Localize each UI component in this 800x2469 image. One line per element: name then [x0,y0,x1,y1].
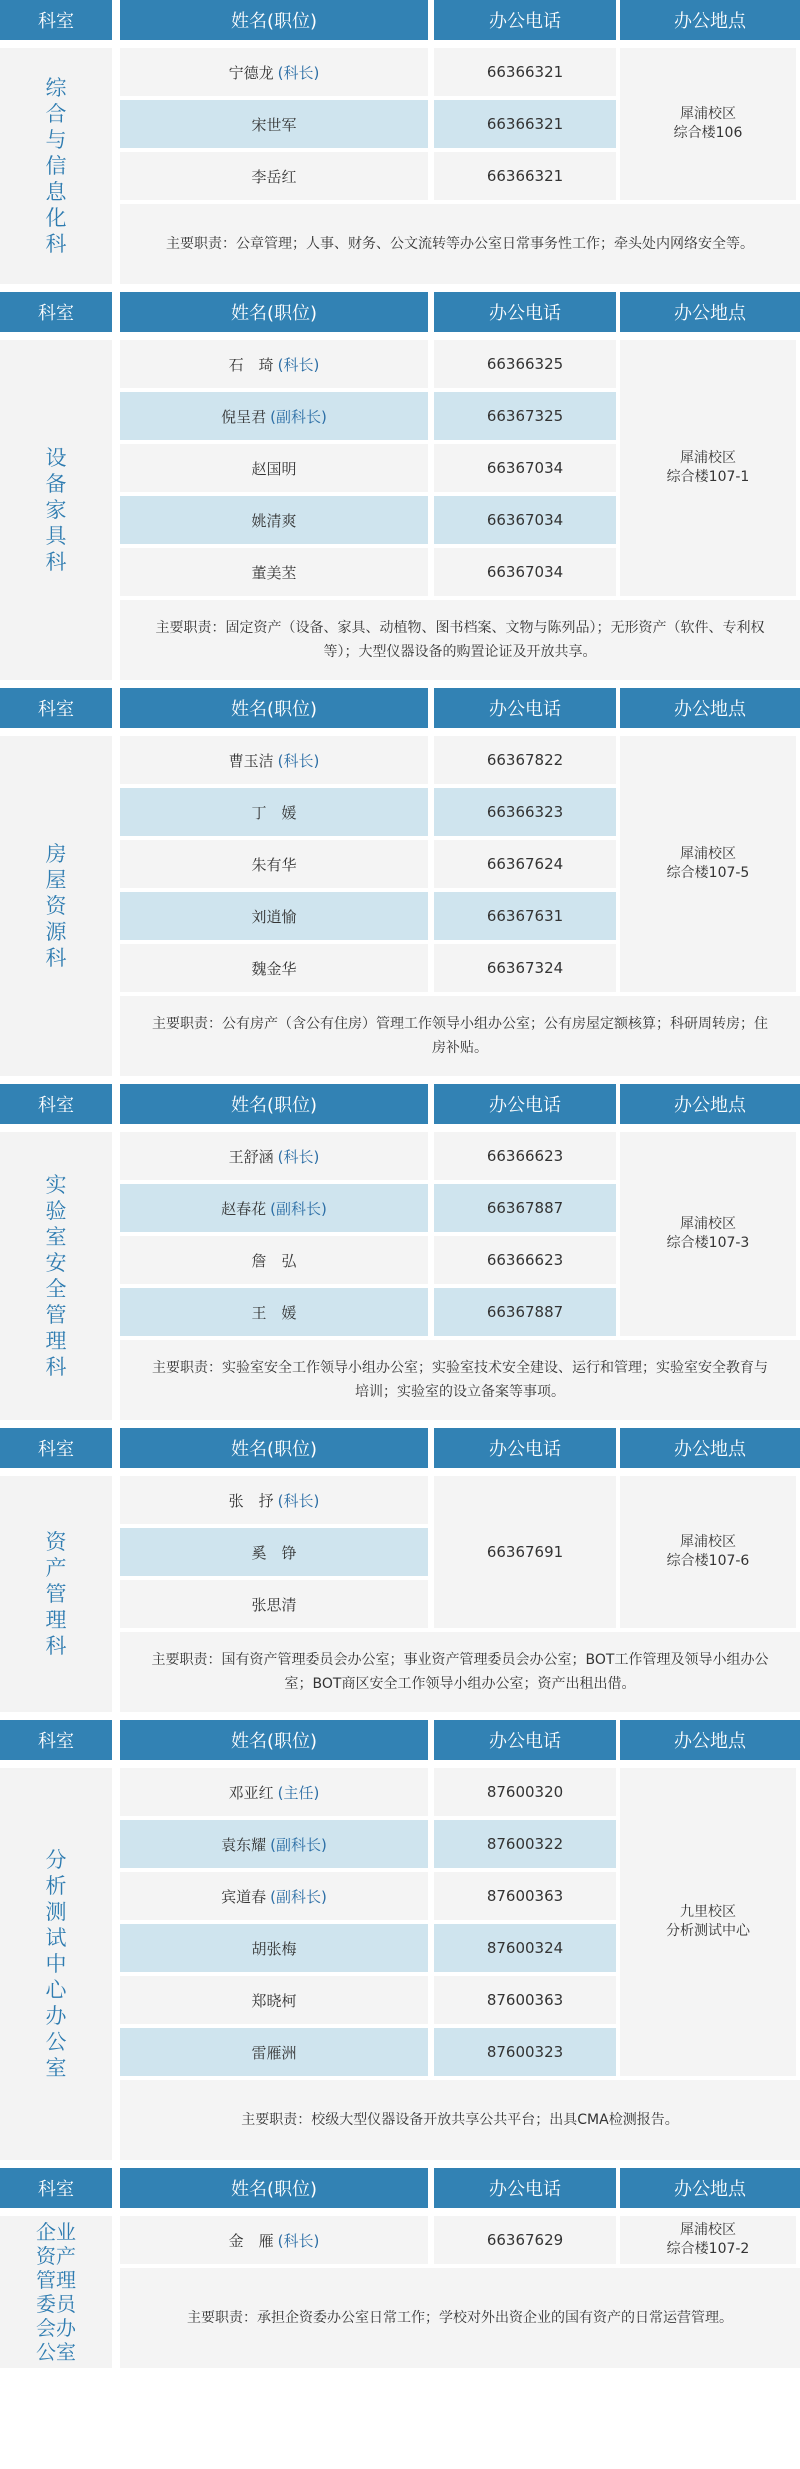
phone-cell: 66367822 [434,736,616,784]
header-dept: 科室 [0,2168,112,2208]
staff-name-cell [120,1236,428,1284]
staff-name: 詹 弘 [251,1251,297,1270]
department-section [0,1428,800,1720]
staff-name-cell [120,1184,428,1232]
staff-title: (科长) [277,751,320,770]
location-campus: 犀浦校区 [680,106,736,122]
phone-cell: 66367034 [434,444,616,492]
staff-name: 邓亚红 [228,1783,274,1802]
location-campus: 犀浦校区 [680,1216,736,1232]
staff-name-cell [120,496,428,544]
department-section [0,1720,800,2168]
phone-cell: 66366623 [434,1132,616,1180]
staff-name-cell [120,892,428,940]
staff-name: 魏金华 [251,959,297,978]
staff-name-cell [120,48,428,96]
staff-title: (科长) [277,355,320,374]
header-dept: 科室 [0,1084,112,1124]
staff-name: 袁东耀 [221,1835,267,1854]
staff-name: 金 雁 [228,2231,274,2250]
staff-name: 倪呈君 [221,407,267,426]
department-section [0,1084,800,1428]
staff-name-cell [120,1820,428,1868]
header-phone: 办公电话 [434,1084,616,1124]
staff-name: 胡张梅 [251,1939,297,1958]
staff-name-cell [120,100,428,148]
staff-name: 李岳红 [251,167,297,186]
staff-name-cell [120,1924,428,1972]
staff-title: (科长) [277,63,320,82]
staff-name-cell [120,2028,428,2076]
department-section [0,2168,800,2376]
department-name: 房屋资源科 [45,842,67,970]
department-name: 实验室安全管理科 [45,1173,67,1379]
department-section [0,0,800,292]
header-phone: 办公电话 [434,1720,616,1760]
phone-cell: 66366325 [434,340,616,388]
phone-cell: 87600320 [434,1768,616,1816]
staff-name-cell [120,1580,428,1628]
department-name-cell [0,48,112,284]
phone-cell: 66366623 [434,1236,616,1284]
department-name: 分析测试中心办公室 [45,1848,67,2080]
header-location: 办公地点 [620,1084,800,1124]
header-dept: 科室 [0,1428,112,1468]
location-room: 分析测试中心 [666,1923,750,1939]
header-name: 姓名(职位) [120,1720,428,1760]
staff-name-cell [120,2216,428,2264]
location-room: 综合楼107-6 [666,1553,750,1569]
phone-cell: 66367324 [434,944,616,992]
staff-name-cell [120,1976,428,2024]
header-location: 办公地点 [620,0,800,40]
staff-name-cell [120,392,428,440]
location-cell [620,1132,796,1336]
location-cell [620,48,796,200]
staff-name: 王 媛 [251,1303,297,1322]
staff-name-cell [120,840,428,888]
staff-title: (科长) [277,1147,320,1166]
staff-name-cell [120,944,428,992]
duty-description: 主要职责：实验室安全工作领导小组办公室；实验室技术安全建设、运行和管理；实验室安全教育与培训；实验室的设立备案等事项。 [120,1340,800,1420]
department-name: 综合与信息化科 [45,76,67,256]
staff-name-cell [120,1872,428,1920]
phone-cell: 66367624 [434,840,616,888]
location-campus: 犀浦校区 [680,846,736,862]
header-phone: 办公电话 [434,2168,616,2208]
staff-name-cell [120,1476,428,1524]
header-phone: 办公电话 [434,292,616,332]
staff-name: 宁德龙 [228,63,274,82]
staff-name-cell [120,340,428,388]
phone-cell: 87600323 [434,2028,616,2076]
phone-cell: 66367887 [434,1184,616,1232]
staff-name: 王舒涵 [228,1147,274,1166]
staff-name-cell [120,444,428,492]
header-name: 姓名(职位) [120,292,428,332]
staff-name: 宾道春 [221,1887,267,1906]
staff-name: 张 抒 [228,1491,274,1510]
staff-name-cell [120,152,428,200]
staff-name: 朱有华 [251,855,297,874]
staff-name-cell [120,736,428,784]
location-room: 综合楼107-1 [666,469,750,485]
location-room: 综合楼107-3 [666,1235,750,1251]
location-campus: 九里校区 [680,1904,736,1920]
location-room: 综合楼106 [673,125,743,141]
header-phone: 办公电话 [434,688,616,728]
header-name: 姓名(职位) [120,688,428,728]
department-name-cell [0,736,112,1076]
department-name-cell [0,2216,112,2368]
staff-name: 张思清 [251,1595,297,1614]
phone-cell: 66366321 [434,100,616,148]
duty-description: 主要职责：校级大型仪器设备开放共享公共平台；出具CMA检测报告。 [120,2080,800,2160]
location-room: 综合楼107-5 [666,865,750,881]
phone-cell: 87600363 [434,1872,616,1920]
department-section [0,688,800,1084]
header-dept: 科室 [0,688,112,728]
staff-name: 姚清爽 [251,511,297,530]
staff-name: 董美苤 [251,563,297,582]
phone-cell: 66366321 [434,152,616,200]
header-location: 办公地点 [620,688,800,728]
staff-name: 赵国明 [251,459,297,478]
location-campus: 犀浦校区 [680,1534,736,1550]
duty-description: 主要职责：固定资产（设备、家具、动植物、图书档案、文物与陈列品）；无形资产（软件、专利权等）；大型仪器设备的购置论证及开放共享。 [120,600,800,680]
staff-name-cell [120,1288,428,1336]
staff-name: 丁 媛 [251,803,297,822]
header-name: 姓名(职位) [120,2168,428,2208]
department-name-cell [0,1132,112,1420]
header-name: 姓名(职位) [120,0,428,40]
duty-description: 主要职责：承担企资委办公室日常工作；学校对外出资企业的国有资产的日常运营管理。 [120,2268,800,2368]
staff-title: (副科长) [270,1199,327,1218]
phone-cell: 87600324 [434,1924,616,1972]
staff-title: (科长) [277,1491,320,1510]
department-name-cell [0,1768,112,2160]
location-cell [620,2216,796,2264]
staff-name: 郑晓柯 [251,1991,297,2010]
staff-name: 宋世军 [251,115,297,134]
phone-cell: 66367325 [434,392,616,440]
staff-name: 雷雁洲 [251,2043,297,2062]
location-cell [620,736,796,992]
department-name: 企业资产管理委员会办公室 [36,2220,76,2364]
staff-title: (副科长) [270,407,327,426]
header-name: 姓名(职位) [120,1084,428,1124]
duty-description: 主要职责：公有房产（含公有住房）管理工作领导小组办公室；公有房屋定额核算；科研周转房；住房补贴。 [120,996,800,1076]
phone-cell: 66366321 [434,48,616,96]
location-cell [620,1768,796,2076]
staff-name: 赵春花 [221,1199,267,1218]
staff-title: (副科长) [270,1887,327,1906]
staff-name-cell [120,788,428,836]
phone-cell: 66367631 [434,892,616,940]
staff-name-cell [120,1768,428,1816]
staff-name: 石 琦 [228,355,274,374]
staff-name: 奚 铮 [251,1543,297,1562]
location-cell [620,340,796,596]
location-campus: 犀浦校区 [680,2222,736,2238]
duty-description: 主要职责：公章管理；人事、财务、公文流转等办公室日常事务性工作；牵头处内网络安全等。 [120,204,800,284]
header-dept: 科室 [0,1720,112,1760]
header-dept: 科室 [0,0,112,40]
department-name: 资产管理科 [45,1530,67,1658]
department-name-cell [0,1476,112,1712]
header-name: 姓名(职位) [120,1428,428,1468]
location-cell [620,1476,796,1628]
phone-cell: 66367887 [434,1288,616,1336]
header-phone: 办公电话 [434,1428,616,1468]
phone-cell: 87600322 [434,1820,616,1868]
department-name: 设备家具科 [45,446,67,574]
department-section [0,292,800,688]
header-location: 办公地点 [620,2168,800,2208]
staff-title: (科长) [277,2231,320,2250]
duty-description: 主要职责：国有资产管理委员会办公室；事业资产管理委员会办公室；BOT工作管理及领导小组办公室；BOT商区安全工作领导小组办公室；资产出租出借。 [120,1632,800,1712]
staff-name-cell [120,1132,428,1180]
staff-name: 曹玉洁 [228,751,274,770]
phone-cell: 66367034 [434,548,616,596]
phone-cell: 66367629 [434,2216,616,2264]
staff-name-cell [120,548,428,596]
location-campus: 犀浦校区 [680,450,736,466]
phone-cell: 66366323 [434,788,616,836]
phone-cell: 87600363 [434,1976,616,2024]
header-phone: 办公电话 [434,0,616,40]
staff-name-cell [120,1528,428,1576]
location-room: 综合楼107-2 [666,2241,750,2257]
header-location: 办公地点 [620,1720,800,1760]
staff-title: (主任) [277,1783,320,1802]
header-location: 办公地点 [620,292,800,332]
staff-title: (副科长) [270,1835,327,1854]
phone-cell: 66367034 [434,496,616,544]
department-name-cell [0,340,112,680]
phone-cell: 66367691 [434,1476,616,1628]
header-dept: 科室 [0,292,112,332]
header-location: 办公地点 [620,1428,800,1468]
staff-name: 刘逍愉 [251,907,297,926]
